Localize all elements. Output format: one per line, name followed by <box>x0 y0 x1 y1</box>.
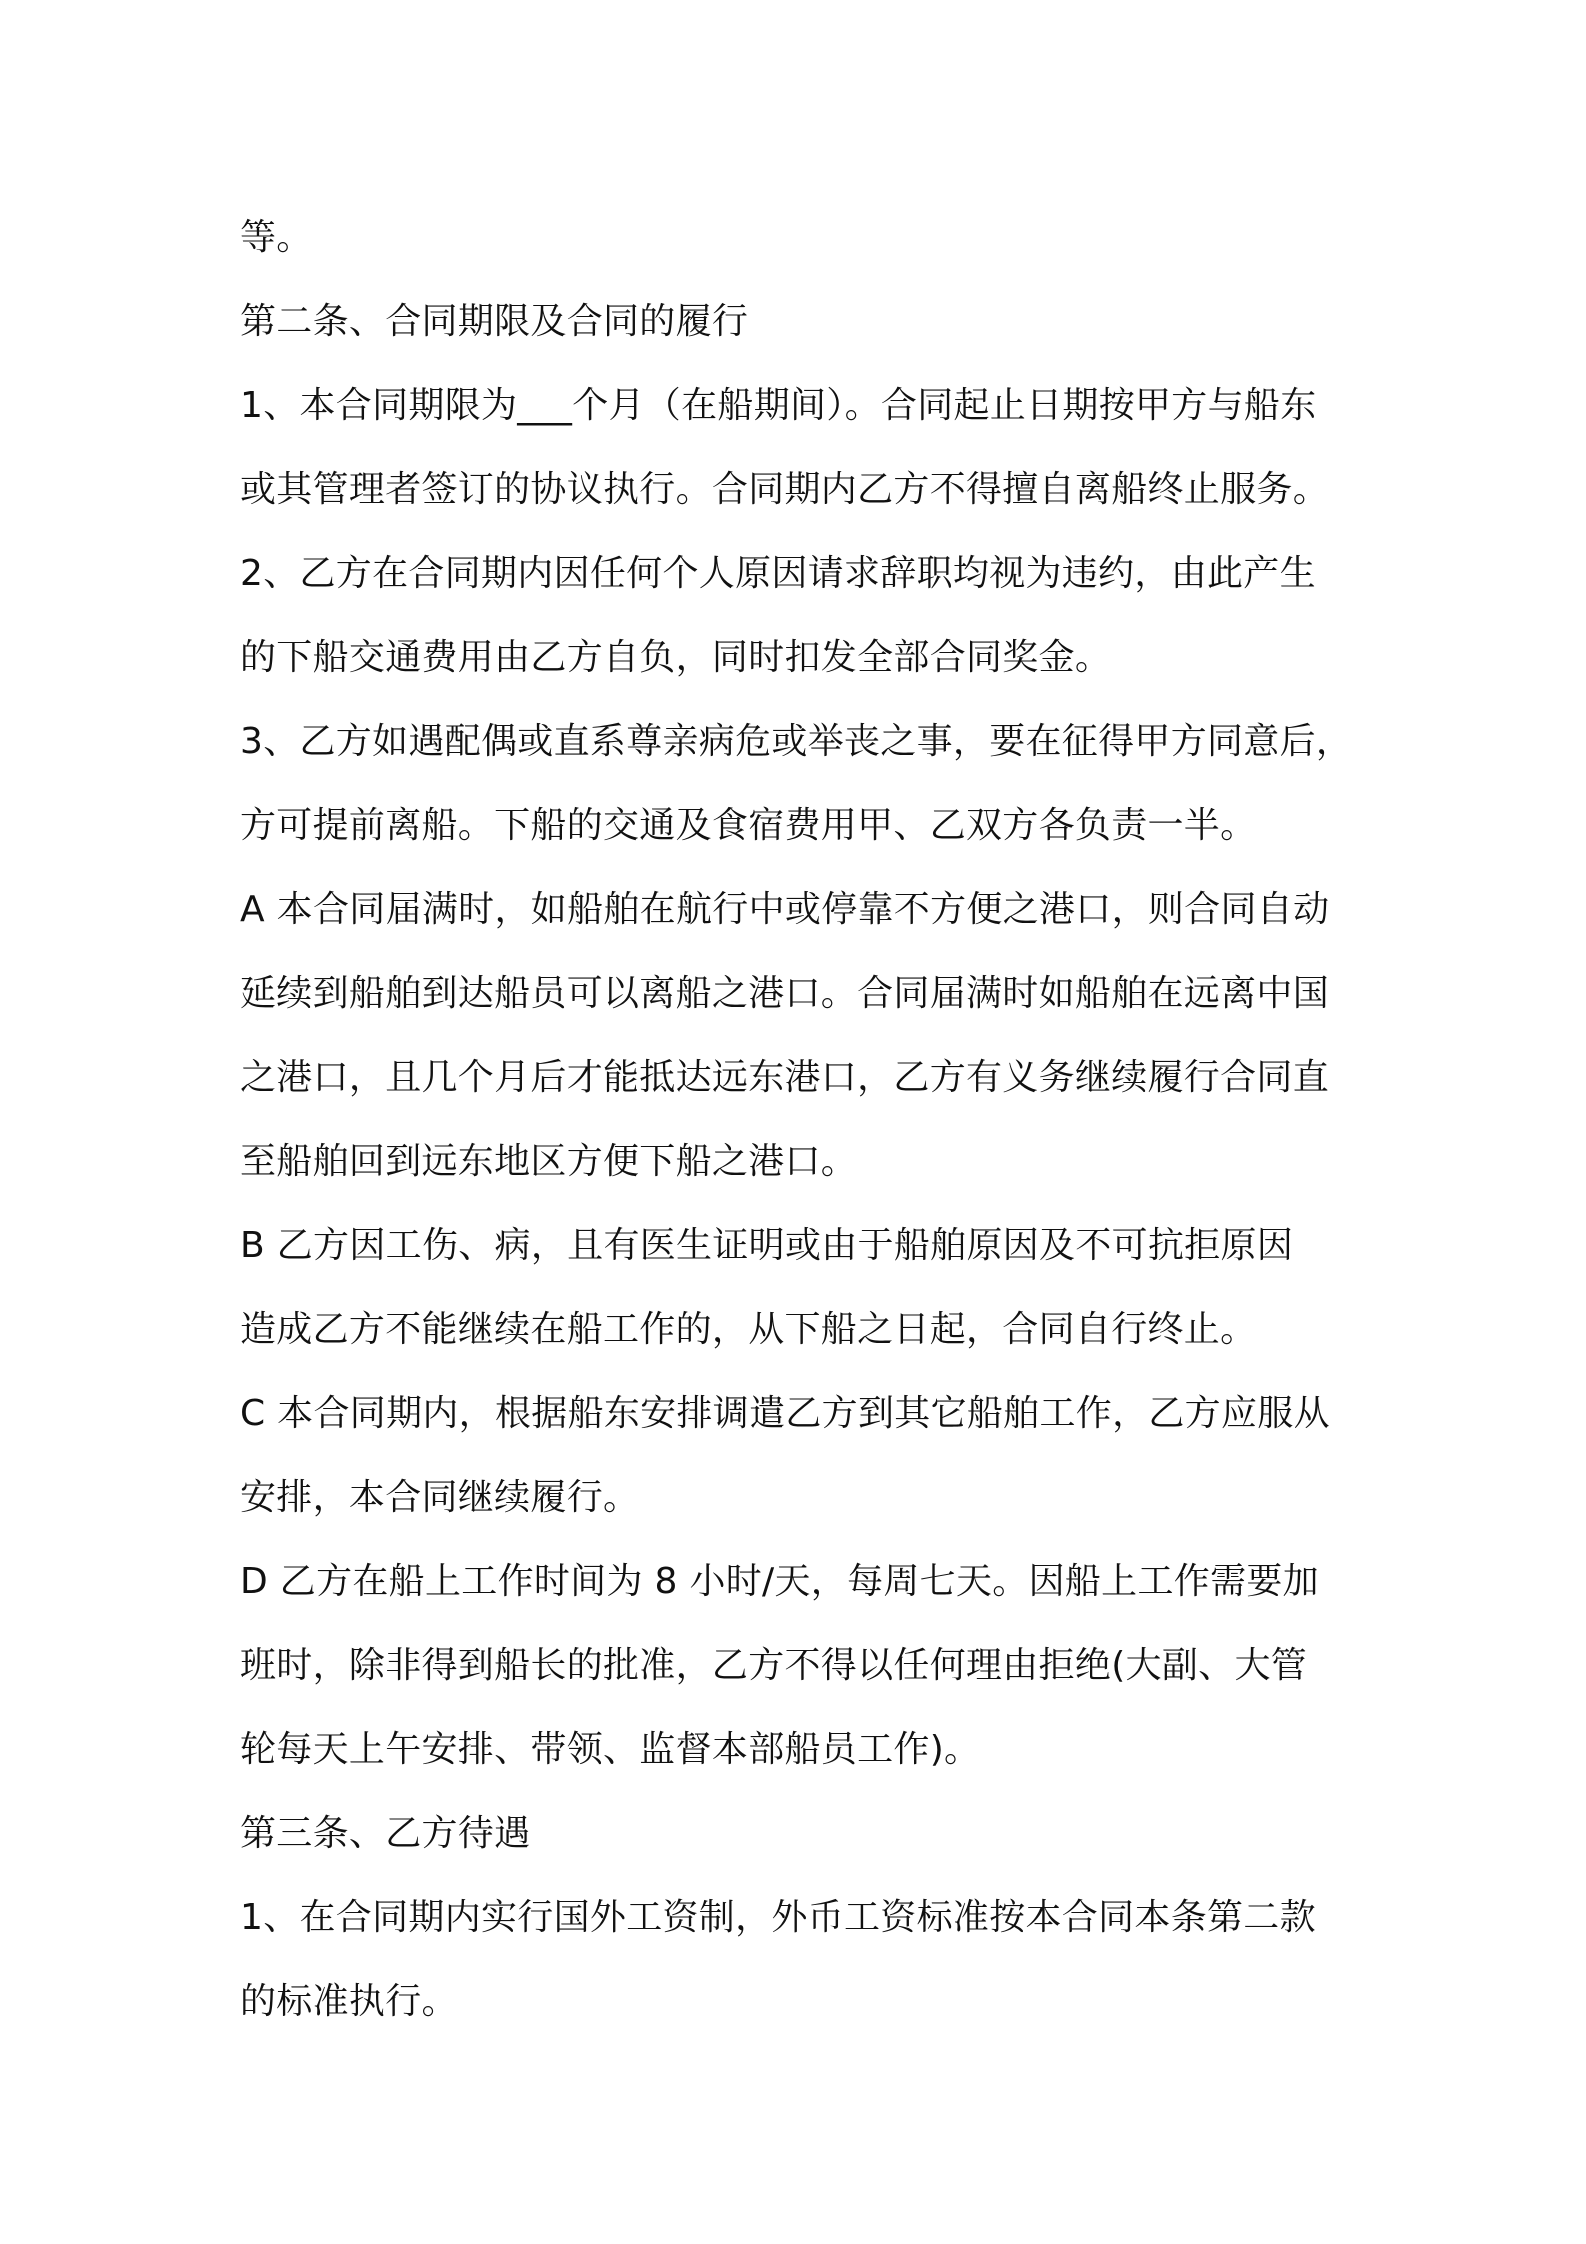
text-line: 3、乙方如遇配偶或直系尊亲病危或举丧之事，要在征得甲方同意后， <box>240 721 1353 762</box>
text-line: 至船舶回到远东地区方便下船之港口。 <box>240 1141 858 1182</box>
text-line: 造成乙方不能继续在船工作的，从下船之日起，合同自行终止。 <box>240 1309 1257 1350</box>
text-line: 方可提前离船。下船的交通及食宿费用甲、乙双方各负责一半。 <box>240 805 1257 846</box>
text-line: 延续到船舶到达船员可以离船之港口。合同届满时如船舶在远离中国 <box>240 973 1330 1014</box>
text-line: 1、在合同期内实行国外工资制，外币工资标准按本合同本条第二款 <box>240 1897 1316 1938</box>
text-line: 等。 <box>240 217 313 258</box>
text-line: 1、本合同期限为___个月（在船期间）。合同起止日期按甲方与船东 <box>240 385 1317 426</box>
section-heading: 第二条、合同期限及合同的履行 <box>240 301 749 342</box>
text-line: 或其管理者签订的协议执行。合同期内乙方不得擅自离船终止服务。 <box>240 469 1330 510</box>
document-body <box>240 196 1360 2044</box>
text-line: 2、乙方在合同期内因任何个人原因请求辞职均视为违约，由此产生 <box>240 553 1316 594</box>
text-line: 的标准执行。 <box>240 1981 458 2022</box>
section-heading: 第三条、乙方待遇 <box>240 1813 531 1854</box>
text-line: 安排，本合同继续履行。 <box>240 1477 640 1518</box>
text-line: 的下船交通费用由乙方自负，同时扣发全部合同奖金。 <box>240 637 1112 678</box>
text-line: 之港口，且几个月后才能抵达远东港口，乙方有义务继续履行合同直 <box>240 1057 1330 1098</box>
text-line: 轮每天上午安排、带领、监督本部船员工作)。 <box>240 1729 981 1770</box>
text-line: C 本合同期内，根据船东安排调遣乙方到其它船舶工作，乙方应服从 <box>240 1393 1330 1434</box>
text-line: B 乙方因工伤、病，且有医生证明或由于船舶原因及不可抗拒原因 <box>240 1225 1294 1266</box>
text-line: A 本合同届满时，如船舶在航行中或停靠不方便之港口，则合同自动 <box>240 889 1330 930</box>
text-line: D 乙方在船上工作时间为 8 小时/天，每周七天。因船上工作需要加 <box>240 1561 1319 1602</box>
text-line: 班时，除非得到船长的批准，乙方不得以任何理由拒绝(大副、大管 <box>240 1645 1308 1686</box>
